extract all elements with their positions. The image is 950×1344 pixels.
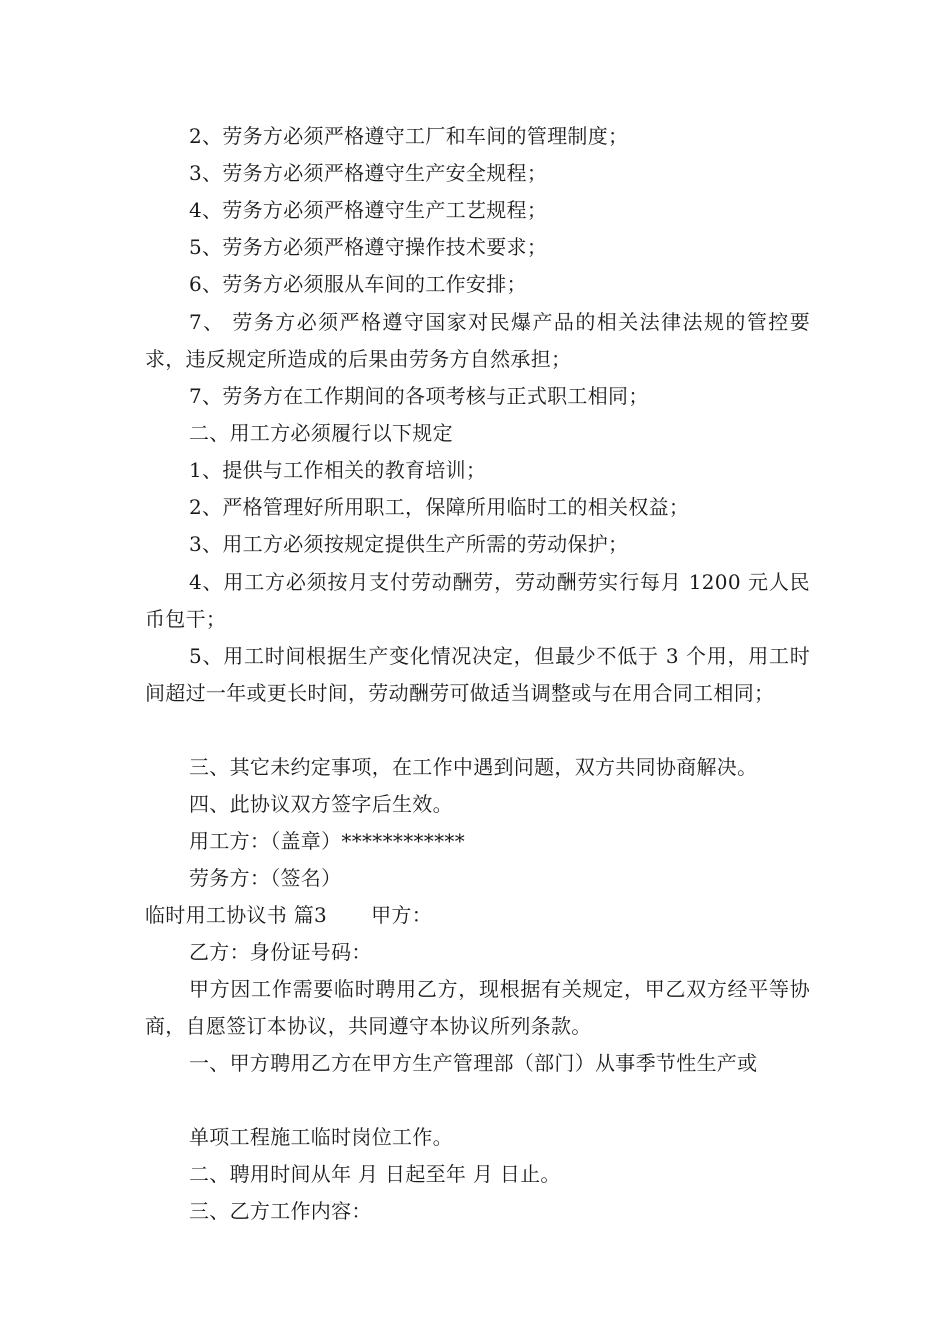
paragraph-intro: 甲方因工作需要临时聘用乙方，现根据有关规定，甲乙双方经平等协商，自愿签订本协议，共同遵守本协议所列条款。 — [145, 977, 810, 1038]
paragraph-4: 5、劳务方必须严格遵守操作技术要求； — [189, 235, 548, 259]
paragraph-12: 4、用工方必须按月支付劳动酬劳，劳动酬劳实行每月 1200 元人民币包干； — [145, 570, 810, 631]
paragraph-3: 4、劳务方必须严格遵守生产工艺规程； — [189, 198, 548, 222]
paragraph-8: 二、用工方必须履行以下规定 — [189, 421, 453, 445]
paragraph-clause-2: 二、聘用时间从年 月 日起至年 月 日止。 — [189, 1162, 561, 1186]
paragraph-13: 5、用工时间根据生产变化情况决定，但最少不低于 3 个用，用工时间超过一年或更长时间，劳动酬劳可做适当调整或与在用合同工相同； — [145, 644, 810, 705]
section-party: 甲方： — [371, 903, 432, 927]
signature-employer: 用工方：（盖章）************ — [189, 829, 465, 853]
paragraph-clause-3: 三、乙方工作内容： — [189, 1199, 372, 1223]
section-heading — [145, 897, 810, 934]
paragraph-9: 1、提供与工作相关的教育培训； — [189, 458, 487, 482]
paragraph-14: 三、其它未约定事项，在工作中遇到问题，双方共同协商解决。 — [189, 755, 758, 779]
paragraph-11: 3、用工方必须按规定提供生产所需的劳动保护； — [189, 532, 629, 556]
signature-laborer: 劳务方：（签名） — [189, 866, 342, 890]
paragraph-5: 6、劳务方必须服从车间的工作安排； — [189, 272, 527, 296]
paragraph-2: 3、劳务方必须严格遵守生产安全规程； — [189, 161, 548, 185]
paragraph-15: 四、此协议双方签字后生效。 — [189, 792, 453, 816]
paragraph-party-b: 乙方：身份证号码： — [189, 940, 372, 964]
paragraph-7: 7、劳务方在工作期间的各项考核与正式职工相同； — [189, 384, 649, 408]
paragraph-1: 2、劳务方必须严格遵守工厂和车间的管理制度； — [189, 124, 629, 148]
section-title: 临时用工协议书 篇3 — [145, 903, 328, 927]
paragraph-10: 2、严格管理好所用职工，保障所用临时工的相关权益； — [189, 495, 690, 519]
paragraph-6: 7、 劳务方必须严格遵守国家对民爆产品的相关法律法规的管控要求，违反规定所造成的后果由劳务方自然承担； — [145, 310, 810, 371]
paragraph-clause-1-cont: 单项工程施工临时岗位工作。 — [189, 1125, 453, 1149]
paragraph-clause-1: 一、甲方聘用乙方在甲方生产管理部（部门）从事季节性生产或 — [189, 1051, 758, 1075]
